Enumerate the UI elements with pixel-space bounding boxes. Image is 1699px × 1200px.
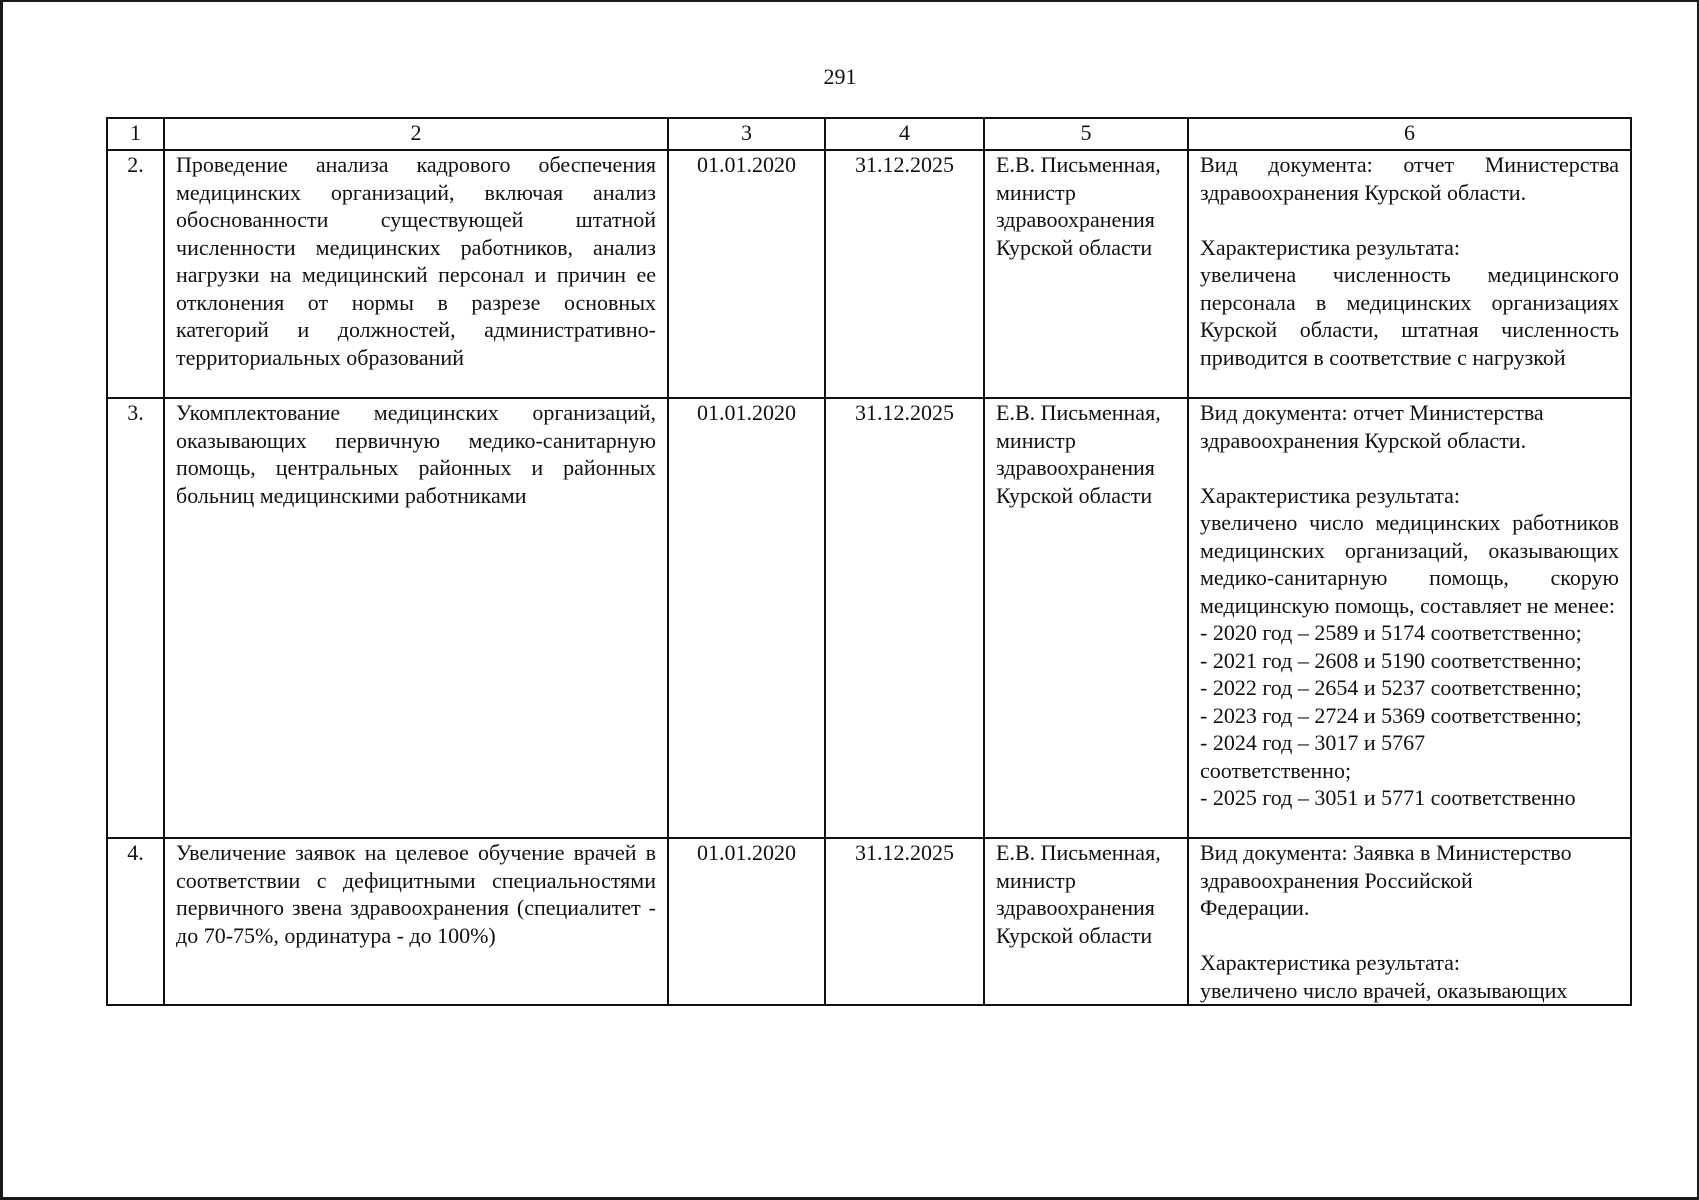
end-date: 31.12.2025 [825, 838, 984, 1005]
responsible-name: Е.В. Письменная, [996, 840, 1161, 865]
document-type: здравоохранения Курской области. [1200, 427, 1527, 453]
result-item: - 2020 год – 2589 и 5174 соответственно; [1200, 620, 1582, 645]
table-row [107, 398, 1631, 838]
column-header: 6 [1188, 118, 1631, 150]
result-item: - 2022 год – 2654 и 5237 соответственно; [1200, 675, 1582, 700]
expected-result [1188, 150, 1631, 398]
expected-result [1188, 398, 1631, 838]
responsible-name: Е.В. Письменная, [996, 152, 1161, 177]
responsible-position: Курской области [996, 482, 1153, 508]
column-header: 3 [668, 118, 825, 150]
measure-description: Увеличение заявок на целевое обучение врачей в соответствии с дефицитными специальностями первичного звена здравоохранения (специалитет - до 70-75%, ординатура - до 100%) [164, 838, 668, 1005]
result-text: увеличено число медицинских работников медицинских организаций, оказывающих медико-санитарную помощь, скорую медицинскую помощь, составляет не менее: [1200, 510, 1619, 618]
measure-description: Укомплектование медицинских организаций, оказывающих первичную медико-санитарную помощь, центральных районных и районных больниц медицинскими работниками [164, 398, 668, 838]
responsible-person [984, 838, 1188, 1005]
column-header: 5 [984, 118, 1188, 150]
responsible-position: здравоохранения [996, 895, 1155, 920]
result-text: увеличена численность медицинского персонала в медицинских организациях Курской области, штатная численность приводится в соответствие с нагрузкой [1200, 262, 1619, 370]
column-header: 1 [107, 118, 164, 150]
spacer [1200, 206, 1619, 234]
result-item: - 2023 год – 2724 и 5369 соответственно; [1200, 702, 1582, 728]
responsible-position: Курской области [996, 922, 1153, 948]
result-item: - 2024 год – 3017 и 5767 [1200, 730, 1426, 755]
document-type: Вид документа: Заявка в Министерство [1200, 840, 1572, 865]
result-heading: Характеристика результата: [1200, 482, 1461, 508]
start-date: 01.01.2020 [668, 838, 825, 1005]
responsible-person [984, 398, 1188, 838]
row-number: 4. [107, 838, 164, 1005]
responsible-position: Курской области [996, 234, 1153, 260]
start-date: 01.01.2020 [668, 398, 825, 838]
page-number: 291 [823, 64, 857, 89]
responsible-position: здравоохранения [996, 207, 1155, 232]
row-number: 3. [107, 398, 164, 838]
document-type: Вид документа: отчет Министерства здравоохранения Курской области. [1200, 152, 1619, 205]
expected-result [1188, 838, 1631, 1005]
spacer [1200, 454, 1619, 482]
result-item: соответственно; [1200, 757, 1352, 783]
end-date: 31.12.2025 [825, 150, 984, 398]
start-date: 01.01.2020 [668, 150, 825, 398]
table-row [107, 150, 1631, 398]
result-text: увеличено число врачей, оказывающих [1200, 977, 1568, 1003]
document-type: здравоохранения Российской [1200, 867, 1473, 893]
spacer [1200, 922, 1619, 950]
responsible-position: министр [996, 427, 1076, 453]
responsible-person [984, 150, 1188, 398]
measures-table [106, 117, 1632, 1006]
document-type: Федерации. [1200, 895, 1310, 920]
column-header: 2 [164, 118, 668, 150]
result-heading: Характеристика результата: [1200, 950, 1461, 975]
table-header-row [107, 118, 1631, 150]
responsible-position: министр [996, 867, 1076, 893]
end-date: 31.12.2025 [825, 398, 984, 838]
measure-description: Проведение анализа кадрового обеспечения медицинских организаций, включая анализ обоснованности существующей штатной численности медицинских работников, анализ нагрузки на медицинский персонал и причин ее отклонения от нормы в разрезе основных категорий и должностей, административно-территориальных образований [164, 150, 668, 398]
result-item: - 2021 год – 2608 и 5190 соответственно; [1200, 647, 1582, 673]
scan-border-top [0, 0, 1699, 2]
row-number: 2. [107, 150, 164, 398]
table-row [107, 838, 1631, 1005]
responsible-position: здравоохранения [996, 455, 1155, 480]
result-item: - 2025 год – 3051 и 5771 соответственно [1200, 785, 1576, 810]
result-heading: Характеристика результата: [1200, 234, 1461, 260]
column-header: 4 [825, 118, 984, 150]
responsible-position: министр [996, 179, 1076, 205]
responsible-name: Е.В. Письменная, [996, 400, 1161, 425]
document-type: Вид документа: отчет Министерства [1200, 400, 1544, 425]
scan-border-left [0, 0, 3, 1200]
